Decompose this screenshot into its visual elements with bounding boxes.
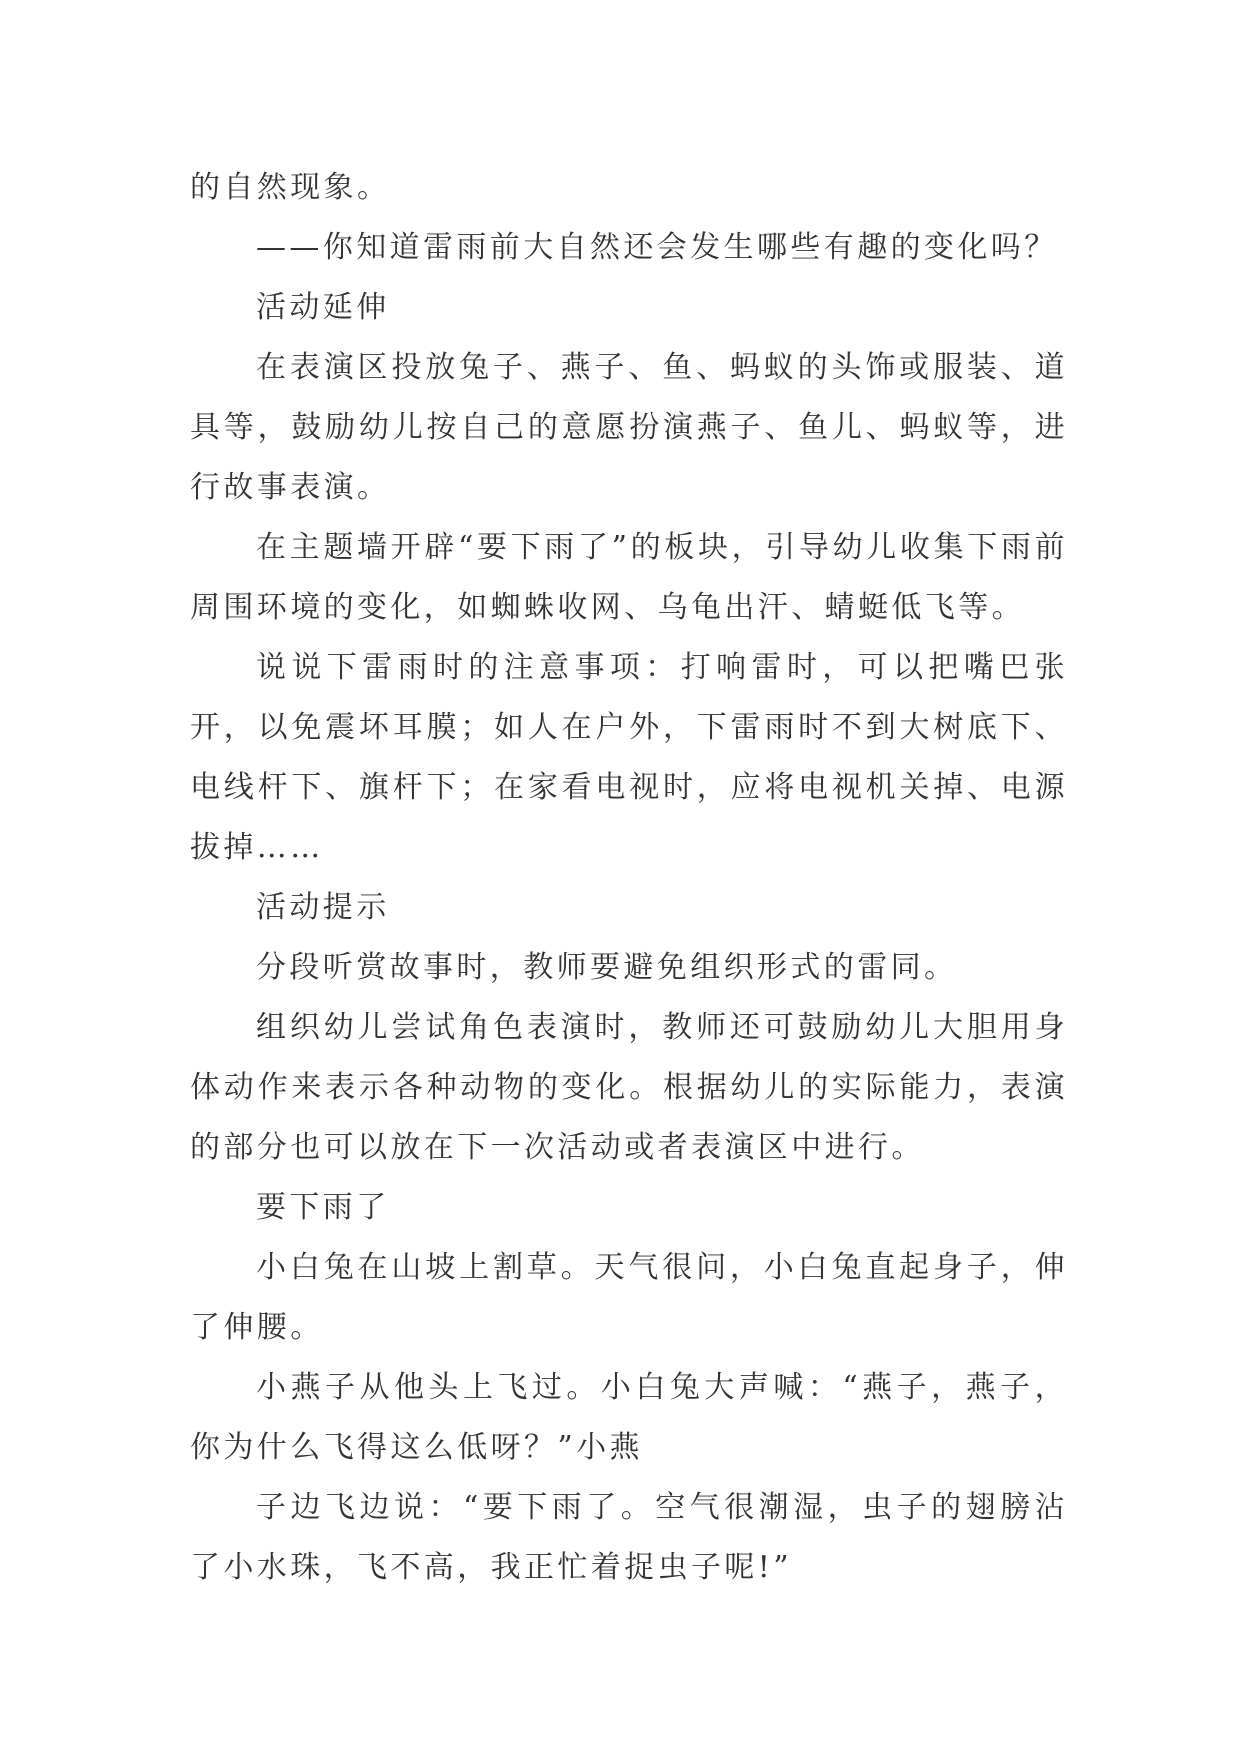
- paragraph-story-swallow-question: 小燕子从他头上飞过。小白兔大声喊：“燕子，燕子，你为什么飞得这么低呀？”小燕: [190, 1370, 1068, 1465]
- paragraph-story-swallow-answer: 子边飞边说：“要下雨了。空气很潮湿，虫子的翅膀沾了小水珠，飞不高，我正忙着捉虫子呢!”: [190, 1490, 1068, 1585]
- heading-story-title: 要下雨了: [256, 1190, 390, 1225]
- heading-activity-tips: 活动提示: [256, 890, 390, 925]
- heading-activity-extension: 活动延伸: [256, 290, 390, 325]
- paragraph-story-rabbit: 小白兔在山坡上割草。天气很问，小白兔直起身子，伸了伸腰。: [190, 1250, 1068, 1345]
- paragraph-safety-notes: 说说下雷雨时的注意事项：打响雷时，可以把嘴巴张开，以免震坏耳膜；如人在户外，下雷雨时不到大树底下、电线杆下、旗杆下；在家看电视时，应将电视机关掉、电源拔掉……: [190, 650, 1068, 865]
- paragraph-question: ——你知道雷雨前大自然还会发生哪些有趣的变化吗？: [256, 230, 1058, 265]
- paragraph-role-play-tip: 组织幼儿尝试角色表演时，教师还可鼓励幼儿大胆用身体动作来表示各种动物的变化。根据幼儿的实际能力，表演的部分也可以放在下一次活动或者表演区中进行。: [190, 1010, 1068, 1165]
- paragraph-performance-area: 在表演区投放兔子、燕子、鱼、蚂蚁的头饰或服装、道具等，鼓励幼儿按自己的意愿扮演燕子、鱼儿、蚂蚁等，进行故事表演。: [190, 350, 1068, 505]
- paragraph-listening-tip: 分段听赏故事时，教师要避免组织形式的雷同。: [256, 950, 958, 985]
- paragraph-continuation: 的自然现象。: [190, 170, 391, 205]
- document-body: [190, 158, 1068, 1598]
- paragraph-theme-wall: 在主题墙开辟“要下雨了”的板块，引导幼儿收集下雨前周围环境的变化，如蜘蛛收网、乌龟出汗、蜻蜓低飞等。: [190, 530, 1068, 625]
